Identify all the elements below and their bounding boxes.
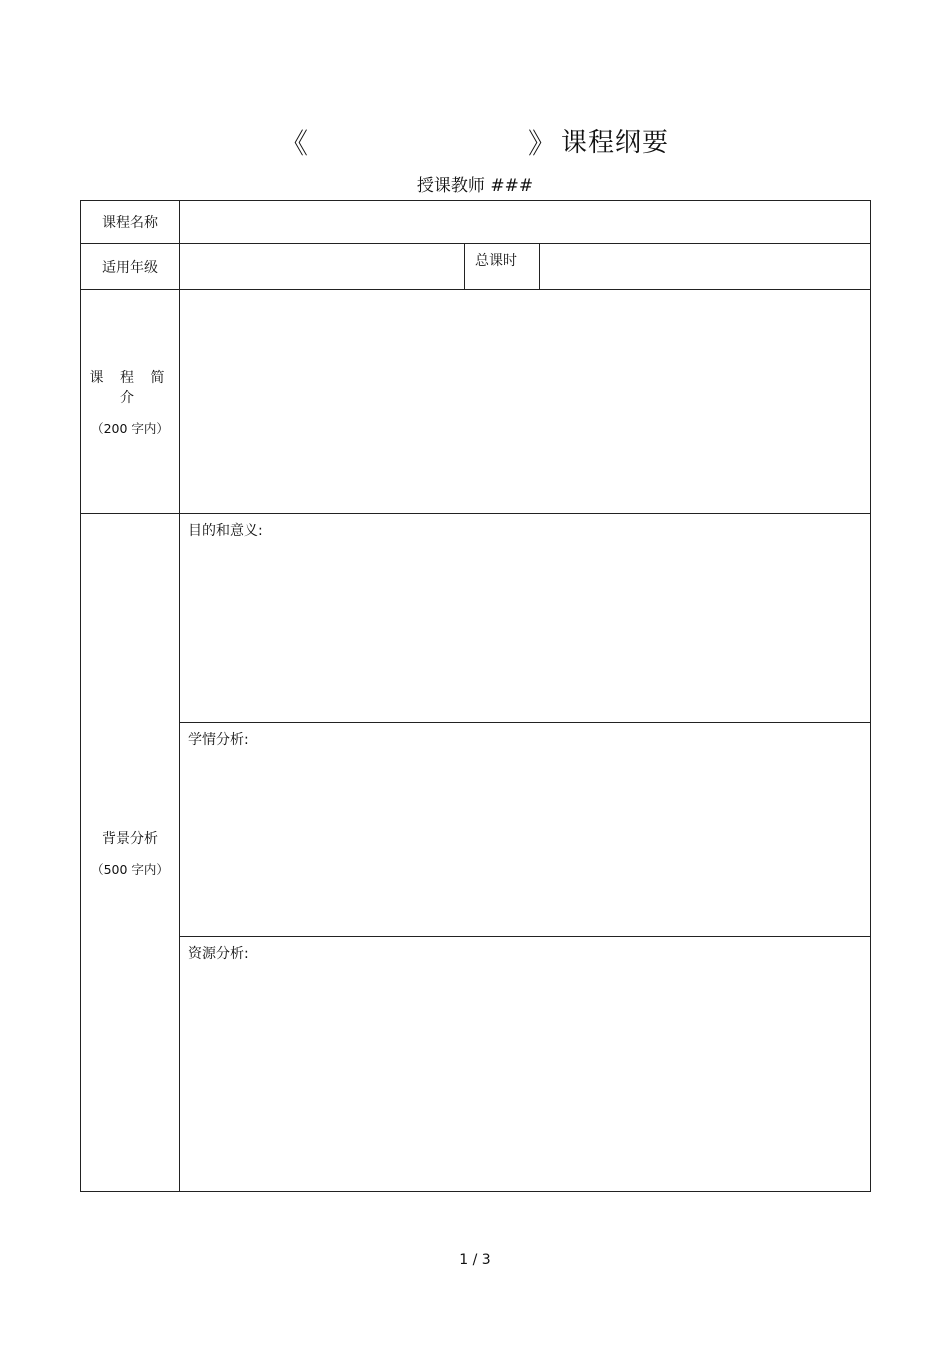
resource-analysis-field[interactable] (180, 937, 871, 1192)
intro-field[interactable] (180, 290, 871, 514)
background-label-cell (81, 514, 180, 1192)
course-name-label: 课程名称 (81, 201, 180, 244)
student-analysis-field[interactable] (180, 723, 871, 937)
document-title (0, 118, 950, 162)
course-outline-form (80, 200, 871, 1192)
course-name-field[interactable] (180, 201, 871, 244)
student-analysis-label: 学情分析: (188, 732, 249, 748)
purpose-label: 目的和意义: (188, 523, 263, 539)
title-left-bracket: 《 (280, 127, 309, 160)
total-hours-label: 总课时 (465, 244, 540, 290)
intro-note: （200 字内） (91, 420, 169, 436)
purpose-field[interactable] (180, 514, 871, 723)
background-note: （500 字内） (91, 861, 169, 877)
page-number: 1 / 3 (459, 1252, 491, 1268)
intro-label-cell (81, 290, 180, 514)
intro-label: 课 程 简 介 (89, 369, 171, 406)
title-text: 课程纲要 (561, 128, 670, 158)
grade-label: 适用年级 (81, 244, 180, 290)
total-hours-field[interactable] (540, 244, 871, 290)
teacher-line: 授课教师 ### (416, 176, 534, 196)
title-right-bracket: 》 (528, 127, 557, 160)
background-label: 背景分析 (102, 830, 158, 847)
grade-field[interactable] (180, 244, 465, 290)
resource-analysis-label: 资源分析: (188, 946, 249, 962)
